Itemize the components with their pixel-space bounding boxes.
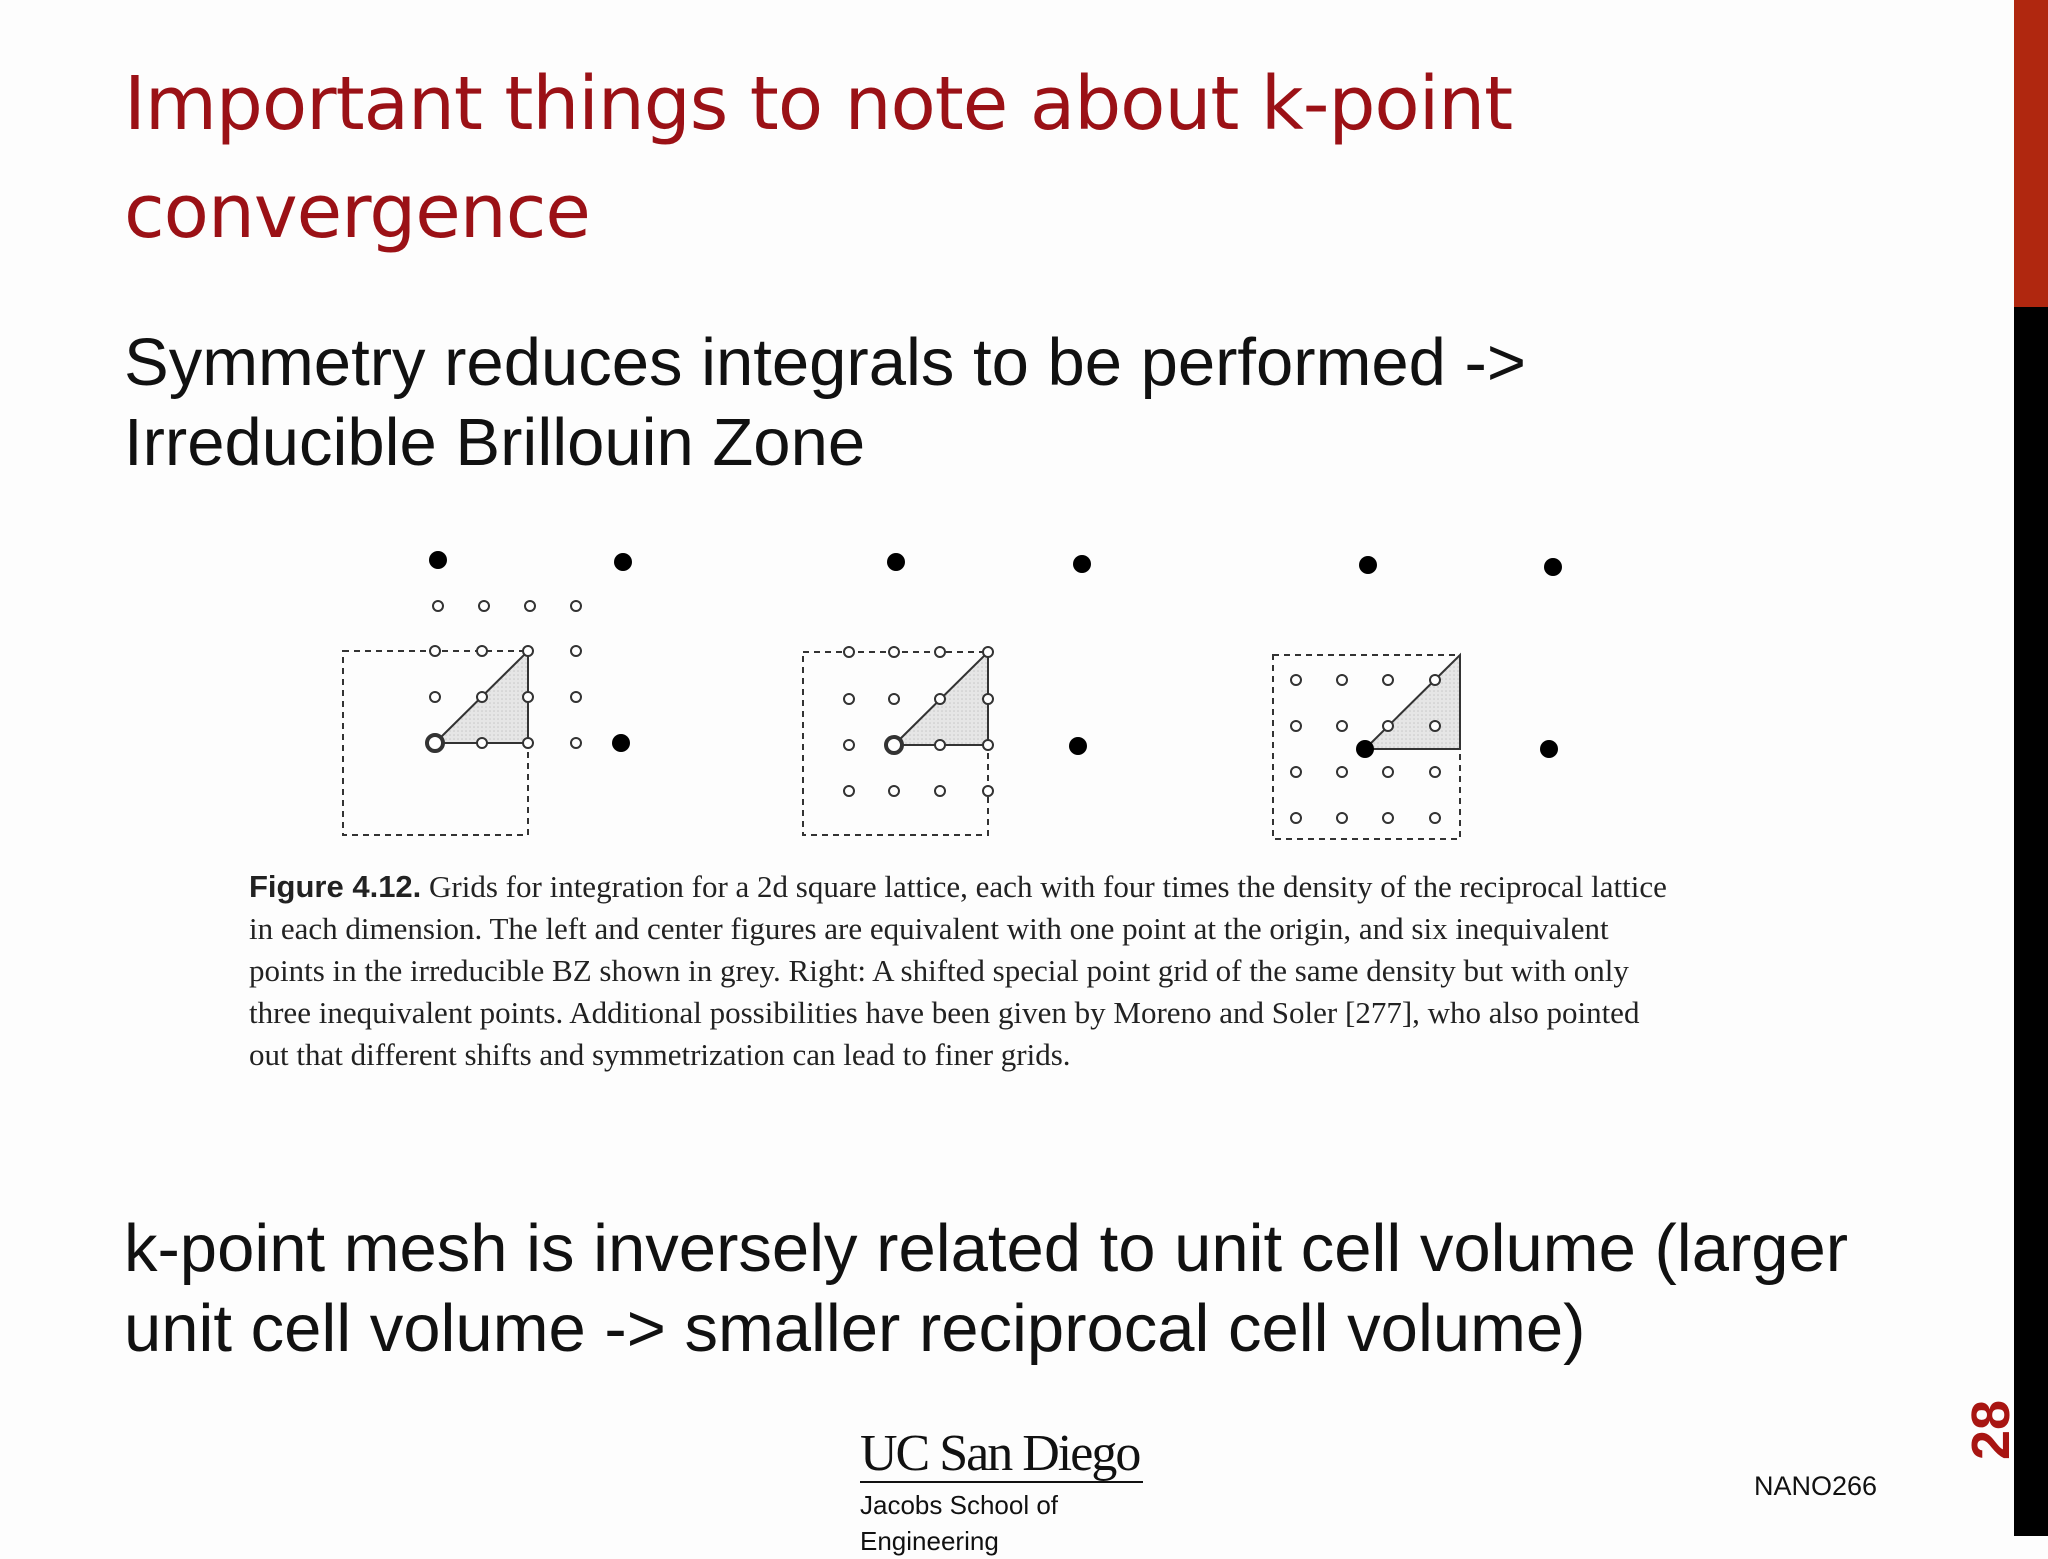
slide-title: Important things to note about k-point convergence: [124, 61, 1513, 255]
grid-right: [1273, 556, 1562, 839]
bullet-kpoint-mesh-line2: unit cell volume -> smaller reciprocal cell volume): [124, 1291, 1586, 1366]
sidebar-accent-bar: [2014, 0, 2048, 307]
ucsd-logo-name: UC San Diego: [860, 1427, 1143, 1483]
page-number: 28: [1961, 1399, 2021, 1461]
ucsd-logo: [860, 1427, 1200, 1559]
bullet-symmetry-line1: Symmetry reduces integrals to be performed ->: [124, 325, 1526, 400]
grid-center: [803, 553, 1091, 835]
figure-caption: [249, 866, 1669, 1076]
figure-caption-text: Grids for integration for a 2d square lattice, each with four times the density of the reciprocal lattice in each dimension. The left and center figures are equivalent with one point at the origin, and six inequivalent points in the irreducible BZ shown in grey. Right: A shifted special point grid of the same density but with only three inequivalent points. Additional possibilities have been given by Moreno and Soler [277], who also pointed out that different shifts and symmetrization can lead to finer grids.: [249, 869, 1667, 1072]
ucsd-logo-subtitle: Jacobs School of Engineering: [860, 1490, 1059, 1556]
course-code: NANO266: [1754, 1471, 1878, 1501]
bullet-kpoint-mesh-line1: k-point mesh is inversely related to unit cell volume (larger: [124, 1211, 1849, 1286]
bullet-symmetry: [124, 323, 1724, 483]
grid-left: [343, 551, 632, 835]
kpoint-grid-figure: [320, 525, 1640, 845]
bullet-symmetry-line2: Irreducible Brillouin Zone: [124, 405, 866, 480]
bullet-kpoint-mesh: [124, 1209, 1924, 1369]
sidebar-dark-bar: [2014, 307, 2048, 1536]
figure-caption-label: Figure 4.12.: [249, 869, 422, 904]
